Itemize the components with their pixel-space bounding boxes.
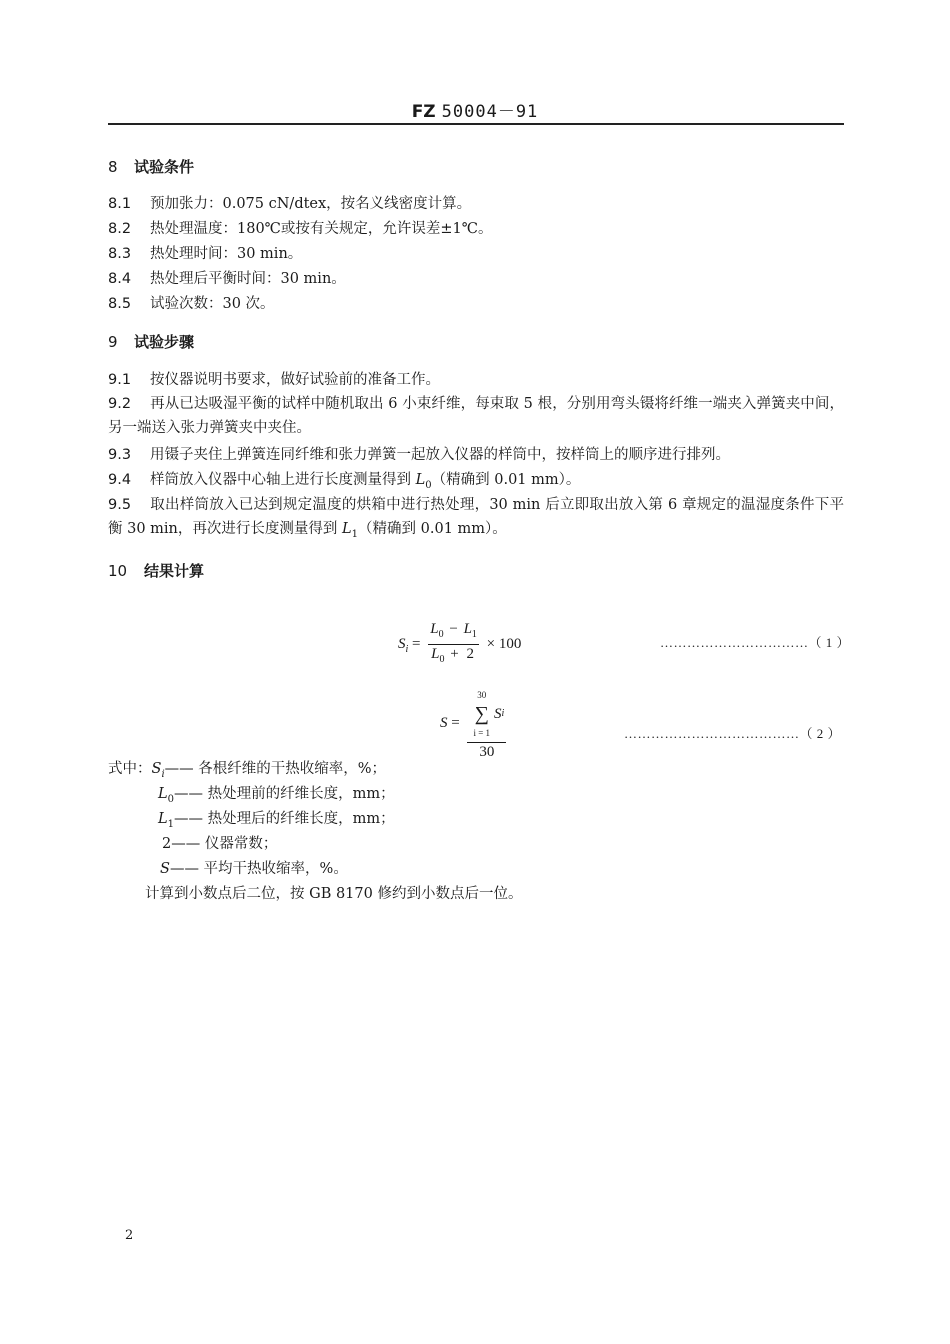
where-item-0 [108, 757, 386, 780]
symbol: L [158, 811, 168, 827]
section-number: 8 [108, 158, 118, 176]
denominator [429, 645, 478, 669]
equation-number: （ 1 ） [808, 635, 851, 650]
fraction [428, 620, 479, 669]
symbol-sub: 0 [167, 793, 175, 805]
numerator [467, 686, 506, 742]
header-rule [108, 123, 844, 125]
clause-8-2 [108, 217, 493, 238]
leader-dots: ………………………………… [624, 726, 800, 741]
num-symbol-a: L [430, 621, 439, 637]
multiplier: × 100 [486, 635, 522, 652]
section-10-heading [108, 560, 204, 581]
where-item-4 [160, 857, 348, 878]
clause-8-5 [108, 292, 275, 313]
leader-dots: …………………………… [660, 635, 809, 650]
calculation-note [145, 882, 522, 903]
clause-number: 8.3 [108, 246, 132, 262]
clause-number: 9.1 [108, 372, 132, 388]
clause-text: 热处理后平衡时间：30 min。 [150, 271, 346, 287]
symbol-description: —— 热处理后的纤维长度，mm； [174, 811, 395, 827]
clause-8-1 [108, 192, 471, 213]
formula-lhs: S [398, 635, 406, 652]
where-item-3 [162, 832, 277, 853]
clause-number: 8.1 [108, 196, 132, 212]
formula-lhs: S [440, 715, 448, 731]
symbol-sub: 1 [167, 818, 175, 830]
clause-number: 8.5 [108, 296, 132, 312]
clause-text: 再从已达吸湿平衡的试样中随机取出 6 小束纤维，每束取 5 根，分别用弯头镊将纤维一端夹入弹簧夹中间，另一端送入张力弹簧夹中夹住。 [108, 396, 844, 436]
formula-2 [440, 686, 510, 761]
symbol-description: —— 热处理前的纤维长度，mm； [174, 786, 395, 802]
clause-text: 取出样筒放入已达到规定温度的烘箱中进行热处理，30 min 后立即取出放入第 6 章规定的温湿度条件下平衡 30 min，再次进行长度测量得到 [108, 497, 844, 537]
den-symbol-a: L [431, 646, 440, 662]
section-number: 9 [108, 333, 118, 351]
equals-sign: = [451, 715, 460, 731]
num-sub-a: 0 [438, 629, 444, 640]
length-symbol: L [415, 472, 426, 488]
numerator [428, 620, 479, 644]
equals-sign: = [412, 635, 421, 652]
equation-number: （ 2 ） [799, 726, 842, 741]
clause-8-4 [108, 267, 346, 288]
clause-9-1 [108, 368, 440, 389]
where-item-1 [158, 782, 395, 805]
clause-8-3 [108, 242, 302, 263]
section-number: 10 [108, 562, 128, 580]
formula-lhs-sub: i [405, 643, 409, 655]
symbol-sub: i [161, 768, 165, 780]
formula-1 [398, 620, 521, 669]
section-title: 试验步骤 [134, 333, 195, 351]
clause-text: 用镊子夹住上弹簧连同纤维和张力弹簧一起放入仪器的样筒中，按样筒上的顺序进行排列。 [150, 447, 730, 463]
sum-lower-limit: i = 1 [473, 728, 491, 738]
clause-9-4 [108, 468, 580, 491]
clause-text: 样筒放入仪器中心轴上进行长度测量得到 [150, 472, 416, 488]
length-subscript: 1 [351, 528, 359, 540]
fraction [467, 686, 506, 761]
clause-text-end: （精确到 0.01 mm）。 [358, 521, 507, 537]
clause-9-5 [108, 493, 844, 547]
section-9-heading [108, 331, 194, 352]
length-symbol: L [342, 521, 352, 537]
symbol: S [151, 761, 162, 777]
clause-9-2 [108, 392, 844, 440]
sum-variable-sub: i [501, 708, 505, 719]
den-constant: 2 [466, 646, 474, 662]
num-sub-b: 1 [471, 629, 477, 640]
symbol: S [160, 861, 170, 877]
clause-text: 热处理时间：30 min。 [150, 246, 303, 262]
where-intro: 式中： [108, 761, 152, 777]
sum-upper-limit: 30 [477, 690, 487, 700]
standard-prefix: FZ [411, 102, 436, 122]
den-sub-a: 0 [439, 654, 445, 665]
standard-number: 50004－91 [441, 102, 539, 122]
summation-sign: ∑ [474, 703, 489, 725]
clause-text: 预加张力：0.075 cN/dtex，按名义线密度计算。 [150, 196, 472, 212]
clause-number: 8.4 [108, 271, 132, 287]
page-number: 2 [125, 1228, 134, 1243]
clause-9-3 [108, 443, 730, 464]
formula-2-leader [624, 723, 841, 742]
clause-number: 8.2 [108, 221, 132, 237]
formula-1-leader [660, 632, 850, 651]
clause-number: 9.4 [108, 472, 132, 488]
symbol: 2 [162, 836, 172, 852]
sum-variable: S [494, 706, 502, 722]
symbol-description: —— 仪器常数； [171, 836, 278, 852]
denominator: 30 [479, 744, 495, 760]
length-subscript: 0 [425, 479, 432, 491]
clause-text: 试验次数：30 次。 [150, 296, 275, 312]
clause-number: 9.3 [108, 447, 132, 463]
standard-code [0, 97, 950, 122]
clause-number: 9.5 [108, 497, 132, 513]
plus-sign: + [450, 646, 459, 662]
section-title: 结果计算 [144, 562, 205, 580]
section-title: 试验条件 [134, 158, 195, 176]
minus-sign: − [449, 621, 458, 637]
symbol-description: —— 各根纤维的干热收缩率，%； [164, 761, 387, 777]
where-item-2 [158, 807, 395, 830]
num-symbol-b: L [463, 621, 472, 637]
clause-text-end: （精确到 0.01 mm）。 [431, 472, 581, 488]
symbol-description: —— 平均干热收缩率，%。 [169, 861, 348, 877]
clause-text: 按仪器说明书要求，做好试验前的准备工作。 [150, 372, 440, 388]
clause-number: 9.2 [108, 396, 132, 412]
clause-text: 热处理温度：180℃或按有关规定，允许误差±1℃。 [150, 221, 493, 237]
section-8-heading [108, 156, 194, 177]
note-text: 计算到小数点后二位，按 GB 8170 修约到小数点后一位。 [145, 886, 523, 902]
symbol: L [158, 786, 168, 802]
